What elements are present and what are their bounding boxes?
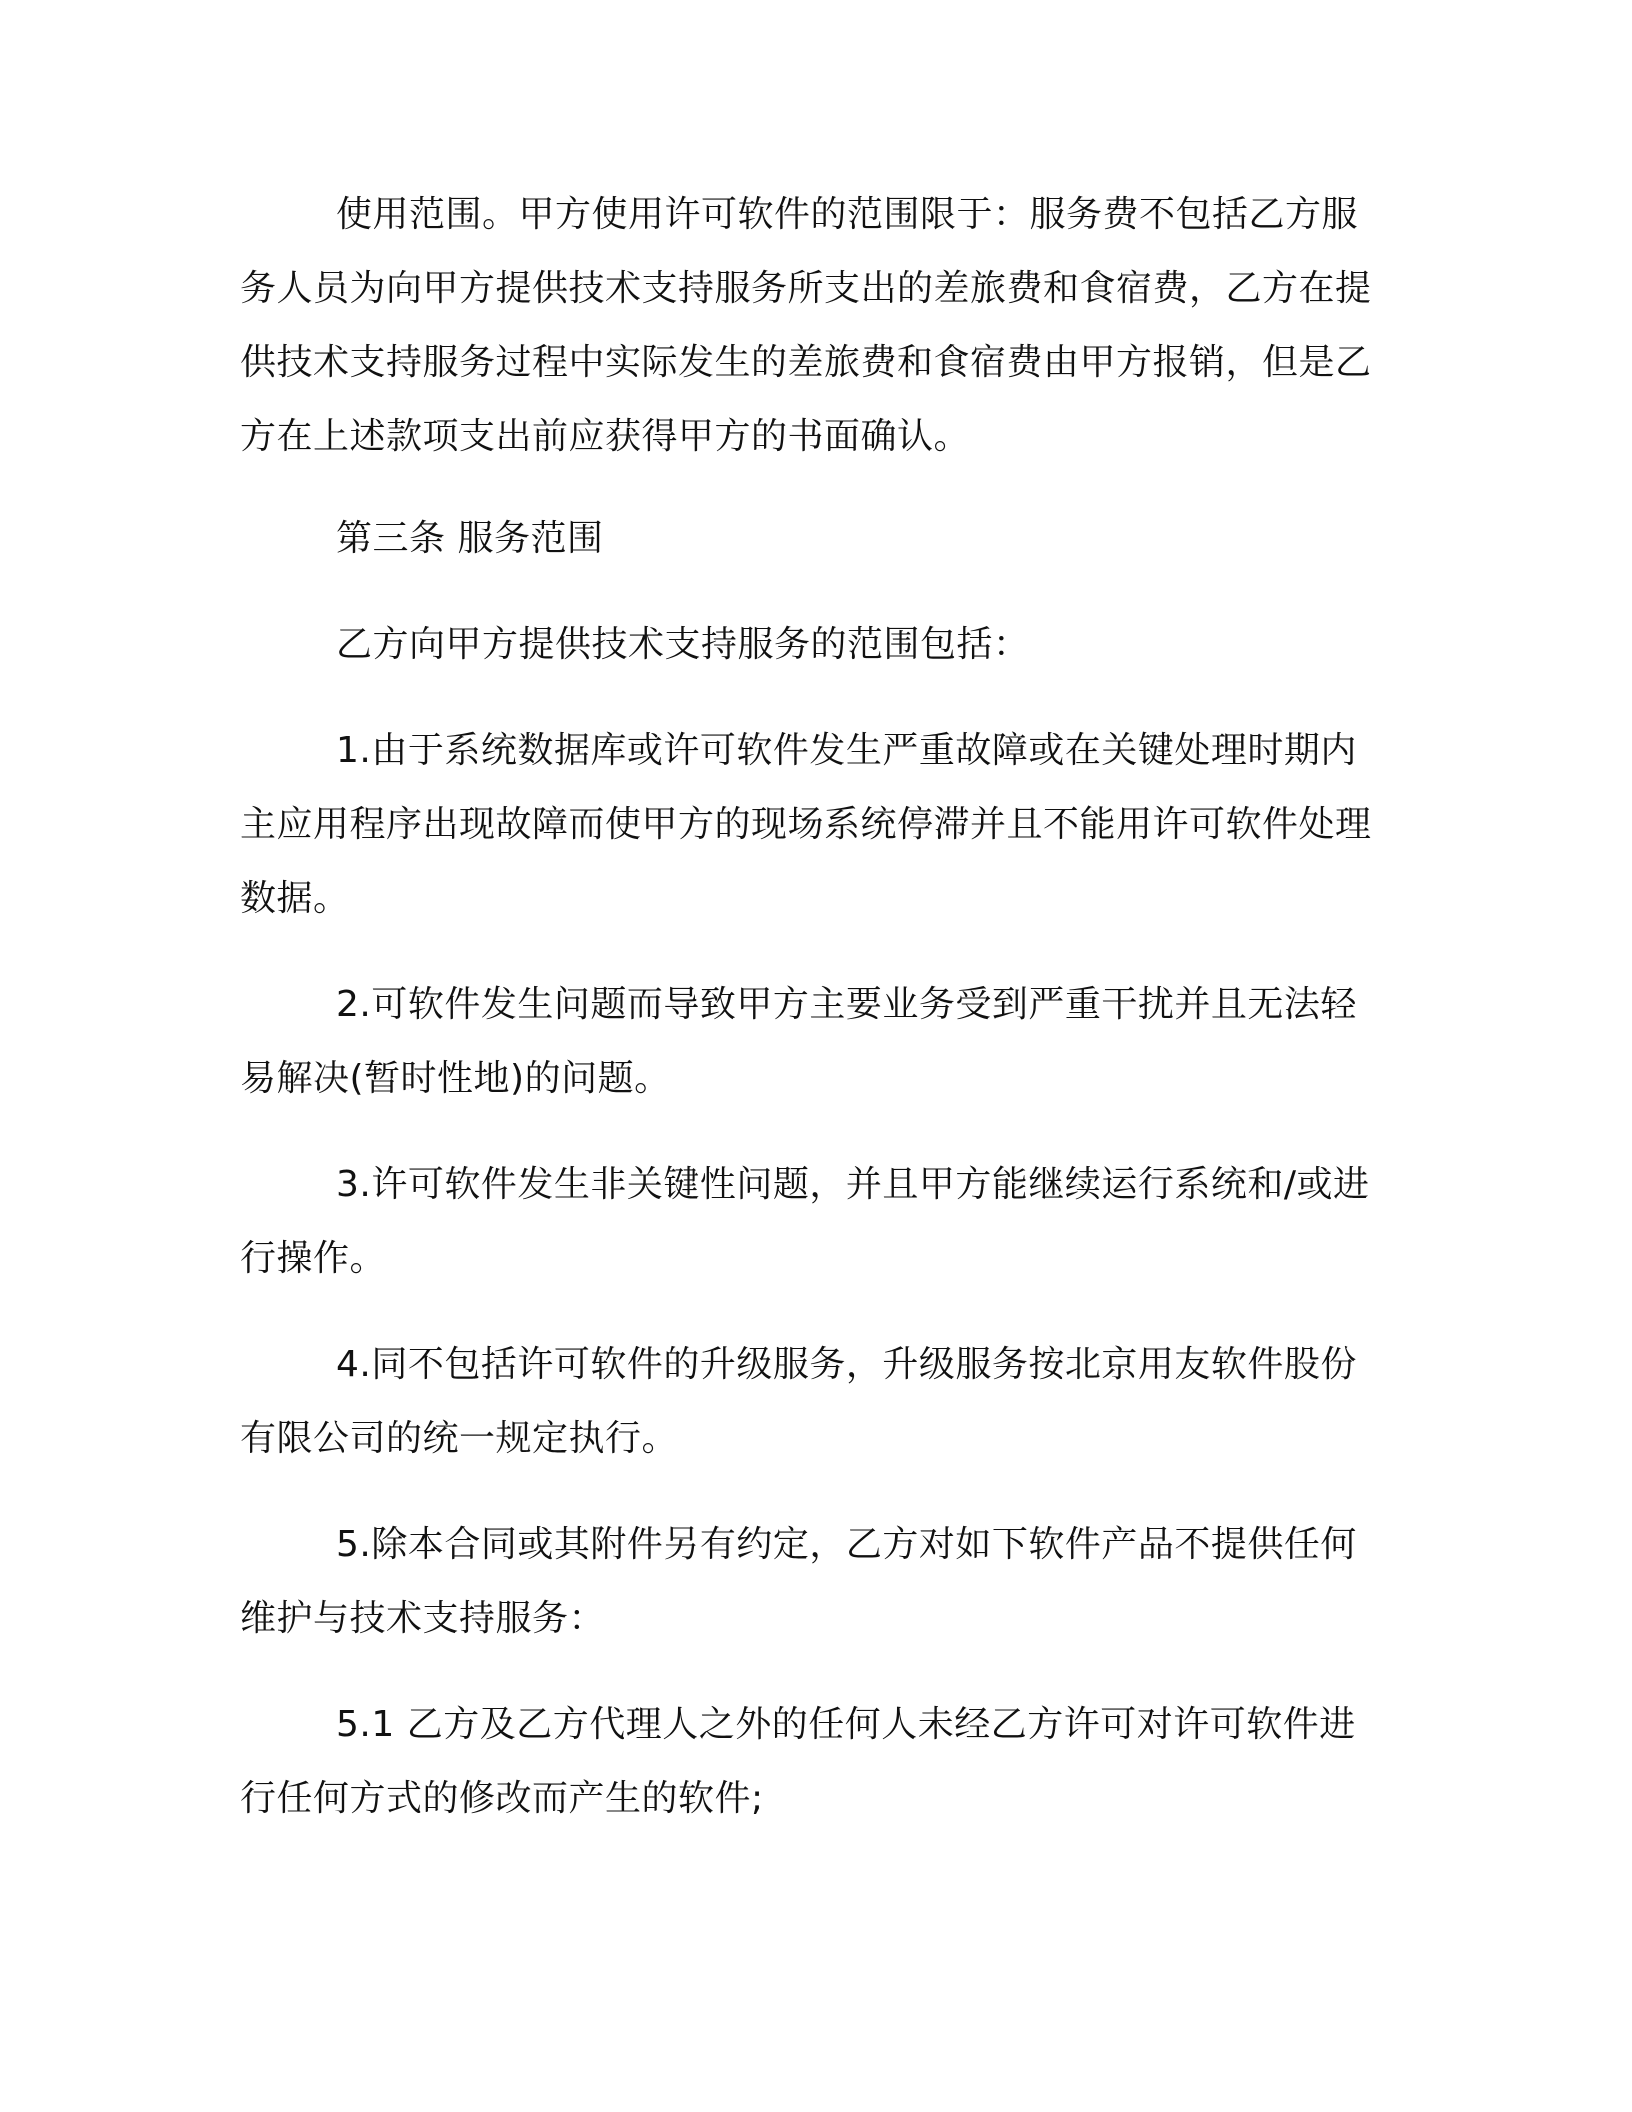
section-heading-article-3: 第三条 服务范围 (336, 518, 604, 559)
list-item-2: 2.可软件发生问题而导致甲方主要业务受到严重干扰并且无法轻易解决(暂时性地)的问题。 (240, 984, 1357, 1099)
paragraph-usage-scope: 使用范围。甲方使用许可软件的范围限于：服务费不包括乙方服务人员为向甲方提供技术支持服务所支出的差旅费和食宿费，乙方在提供技术支持服务过程中实际发生的差旅费和食宿费由甲方报销，但是乙方在上述款项支出前应获得甲方的书面确认。 (240, 194, 1372, 457)
list-item-5-1: 5.1 乙方及乙方代理人之外的任何人未经乙方许可对许可软件进行任何方式的修改而产生的软件; (240, 1704, 1356, 1819)
list-item-5: 5.除本合同或其附件另有约定，乙方对如下软件产品不提供任何维护与技术支持服务： (240, 1524, 1357, 1639)
list-item-3: 3.许可软件发生非关键性问题，并且甲方能继续运行系统和/或进行操作。 (240, 1164, 1370, 1279)
document-body (240, 178, 1390, 1836)
list-item-4: 4.同不包括许可软件的升级服务，升级服务按北京用友软件股份有限公司的统一规定执行。 (240, 1344, 1357, 1459)
list-item-1: 1.由于系统数据库或许可软件发生严重故障或在关键处理时期内主应用程序出现故障而使甲方的现场系统停滞并且不能用许可软件处理数据。 (240, 730, 1372, 919)
paragraph-scope-intro: 乙方向甲方提供技术支持服务的范围包括： (336, 624, 1030, 665)
